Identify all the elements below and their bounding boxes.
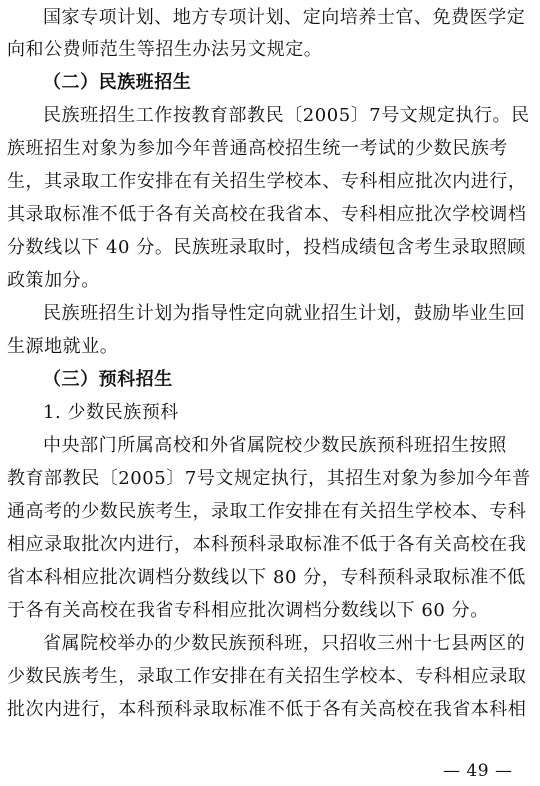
subsection-heading: 1. 少数民族预科 (43, 402, 179, 423)
paragraph-line: 中央部门所属高校和外省属院校少数民族预科班招生按照 (43, 435, 507, 456)
paragraph-line: 民族班招生计划为指导性定向就业招生计划，鼓励毕业生回 (43, 303, 526, 324)
paragraph-line: 其录取标准不低于各有关高校在我省本、专科相应批次学校调档 (7, 204, 527, 225)
paragraph-line: 国家专项计划、地方专项计划、定向培养士官、免费医学定 (43, 7, 526, 28)
section-heading-preparatory: （三）预科招生 (43, 369, 173, 390)
paragraph-line: 少数民族考生，录取工作安排在有关招生学校本、专科相应录取 (7, 666, 527, 687)
paragraph-line: 生源地就业。 (7, 336, 119, 357)
paragraph-line: 民族班招生工作按教育部教民〔2005〕7号文规定执行。民 (43, 105, 530, 126)
paragraph-line: 向和公费师范生等招生办法另文规定。 (7, 39, 323, 60)
paragraph-line: 分数线以下 40 分。民族班录取时，投档成绩包含考生录取照顾 (7, 237, 526, 258)
paragraph-line: 政策加分。 (7, 270, 100, 291)
section-heading-ethnic-class: （二）民族班招生 (43, 72, 192, 93)
paragraph-line: 族班招生对象为参加今年普通高校招生统一考试的少数民族考 (7, 138, 508, 159)
paragraph-line: 教育部教民〔2005〕7号文规定执行，其招生对象为参加今年普 (7, 468, 531, 489)
paragraph-line: 通高考的少数民族考生，录取工作安排在有关招生学校本、专科 (7, 501, 527, 522)
paragraph-line: 省本科相应批次调档分数线以下 80 分，专科预科录取标准不低 (7, 567, 526, 588)
page-number: — 49 — (443, 761, 513, 781)
paragraph-line: 于各有关高校在我省专科相应批次调档分数线以下 60 分。 (7, 600, 489, 621)
paragraph-line: 批次内进行，本科预科录取标准不低于各有关高校在我省本科相 (7, 699, 527, 720)
paragraph-line: 相应录取批次内进行，本科预科录取标准不低于各有关高校在我 (7, 534, 527, 555)
paragraph-line: 生，其录取工作安排在有关招生学校本、专科相应批次内进行， (7, 171, 527, 192)
paragraph-line: 省属院校举办的少数民族预科班，只招收三州十七县两区的 (43, 633, 526, 654)
